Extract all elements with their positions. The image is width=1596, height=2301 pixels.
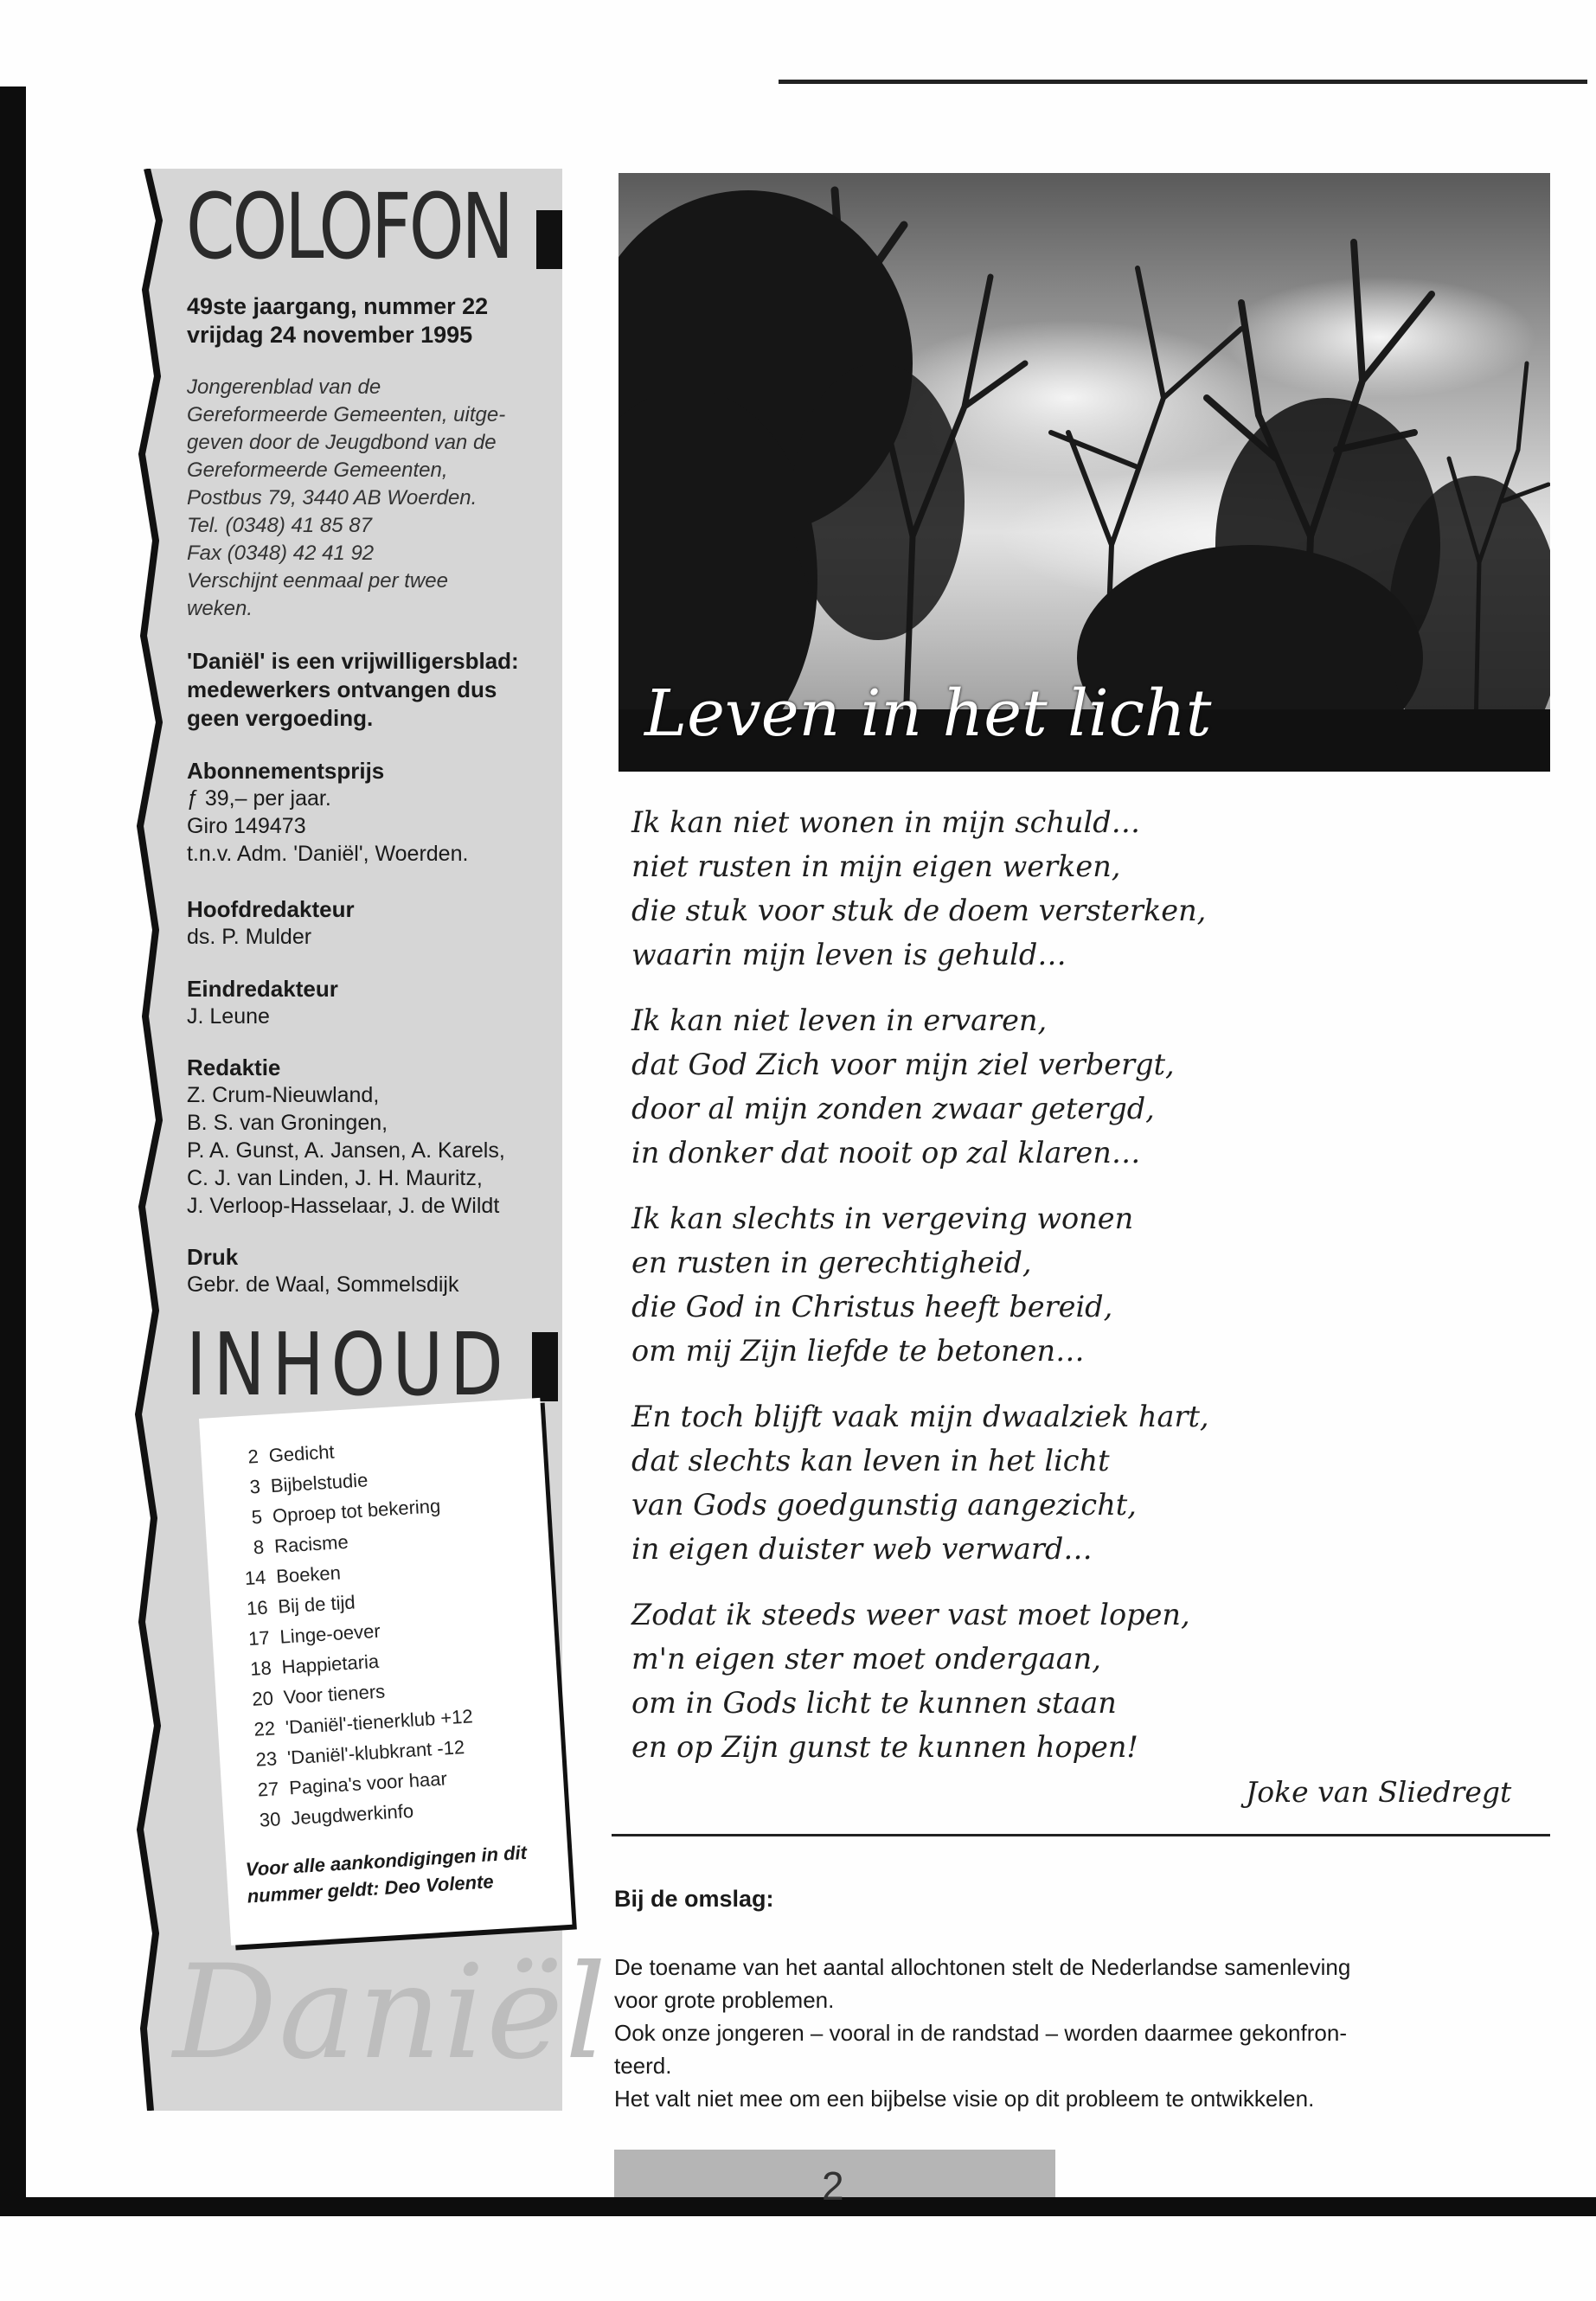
contents-page-number: 27 [257,1778,280,1801]
cover-photo [619,173,1550,772]
section-divider [612,1834,1550,1836]
subscription-heading: Abonnementsprijs [187,758,385,784]
deo-volente-note [245,1837,559,1910]
contents-item-label: Bij de tijd [277,1591,356,1618]
contents-block-mark [532,1332,558,1401]
contents-page-number: 18 [249,1657,272,1680]
intro-line: geven door de Jeugdbond van de [187,431,497,454]
poem-line: Zodat ik steeds weer vast moet lopen, [631,1598,1190,1631]
contents-title: INHOUD [186,1314,510,1415]
contents-item-label: Gedicht [267,1440,336,1467]
scan-border-bottom [0,2197,1596,2216]
cover-line: voor grote problemen. [614,1987,835,2013]
subscription-price: ƒ 39,– per jaar. [187,786,331,811]
page-number: 2 [822,2163,844,2208]
cover-line: teerd. [614,2053,672,2079]
issue-info [187,292,488,349]
intro-line: Postbus 79, 3440 AB Woerden. [187,486,478,510]
poem-line: dat God Zich voor mijn ziel verbergt, [631,1048,1175,1081]
volunteer-line: 'Daniël' is een vrijwilligersblad: [187,648,519,674]
contents-item-label: 'Daniël'-tienerklub +12 [285,1705,474,1739]
poem-line: Ik kan slechts in vergeving wonen [631,1202,1134,1235]
contents-list [221,1429,479,1836]
poem-line: niet rusten in mijn eigen werken, [631,849,1121,883]
poem-stanza [631,1196,1548,1373]
poem-line: m'n eigen ster moet ondergaan, [631,1642,1101,1676]
editor-in-chief-heading: Hoofdredakteur [187,896,355,922]
editorial-board-line: P. A. Gunst, A. Jansen, A. Karels, [187,1138,505,1163]
contents-page-number: 22 [253,1717,276,1740]
editorial-board-heading: Redaktie [187,1054,281,1080]
poem-line: om mij Zijn liefde te betonen… [631,1334,1085,1368]
contents-page-number: 3 [248,1475,261,1498]
contents-page-number: 8 [253,1535,265,1559]
intro-line: Verschijnt eenmaal per twee [187,569,448,593]
torn-edge-decoration [130,169,164,2111]
cover-line: De toename van het aantal allochtonen stelt de Nederlandse samenleving [614,1954,1351,1980]
contents-item-label: Jeugdwerkinfo [290,1799,414,1830]
poem-line: En toch blijft vaak mijn dwaalziek hart, [631,1400,1209,1433]
colofon-title: COLOFON [186,174,511,279]
publisher-info [187,374,550,623]
contents-item-label: Oproep tot bekering [272,1495,441,1527]
giro-number: Giro 149473 [187,814,306,838]
contents-page-number: 17 [247,1626,271,1650]
poem-line: om in Gods licht te kunnen staan [631,1686,1117,1720]
contents-page-number: 16 [246,1596,269,1620]
intro-line: weken. [187,597,253,620]
poem-stanza [631,1394,1548,1571]
contents-page-number: 5 [251,1505,263,1529]
volunteer-note [187,647,550,733]
editorial-board-line: Z. Crum-Nieuwland, [187,1083,380,1107]
cover-line: Het valt niet mee om een bijbelse visie op dit probleem te ontwikkelen. [614,2086,1315,2112]
final-editor-section [187,975,550,1030]
poem-line: Ik kan niet leven in ervaren, [631,1003,1048,1037]
top-rule [779,80,1587,84]
printer-section [187,1243,550,1298]
poem [631,800,1548,1791]
editorial-board-line: C. J. van Linden, J. H. Mauritz, [187,1166,483,1190]
subscription-section [187,757,550,868]
contents-item-label: Racisme [273,1530,349,1557]
contents-page-number: 2 [247,1445,260,1468]
poem-line: die God in Christus heeft bereid, [631,1290,1113,1324]
poem-line: in eigen duister web verward… [631,1532,1093,1566]
poem-title: Leven in het licht [644,676,1212,751]
cover-description [614,1951,1548,2115]
poem-stanza [631,998,1548,1175]
poem-line: en rusten in gerechtigheid, [631,1246,1032,1279]
editorial-board-section [187,1054,550,1220]
note-line: nummer geldt: Deo Volente [247,1870,495,1907]
poem-line: door al mijn zonden zwaar getergd, [631,1092,1155,1125]
editor-in-chief-section [187,895,550,951]
contents-item-label: 'Daniël'-klubkrant -12 [286,1735,465,1769]
poem-author: Joke van Sliedregt [1246,1775,1512,1809]
contents-page-number: 23 [254,1747,278,1771]
poem-line: waarin mijn leven is gehuld… [631,938,1067,971]
intro-line: Gereformeerde Gemeenten, uitge- [187,403,506,426]
printer-name: Gebr. de Waal, Sommelsdijk [187,1272,459,1297]
contents-item-label: Bijbelstudie [270,1469,369,1497]
note-line: Voor alle aankondigingen in dit [245,1841,528,1881]
poem-line: die stuk voor stuk de doem versterken, [631,894,1207,927]
contents-item-label: Pagina's voor haar [288,1767,448,1799]
final-editor-heading: Eindredakteur [187,976,338,1002]
poem-stanza [631,800,1548,977]
title-block-mark [536,210,562,269]
final-editor-name: J. Leune [187,1004,270,1029]
contents-item-label: Boeken [275,1561,342,1587]
poem-line: Ik kan niet wonen in mijn schuld… [631,805,1141,839]
volunteer-line: medewerkers ontvangen dus [187,676,497,702]
contents-card [199,1398,573,1945]
contents-page-number: 14 [244,1566,267,1590]
contents-page-number: 30 [259,1808,282,1831]
volunteer-line: geen vergoeding. [187,705,374,731]
contents-item-label: Linge-oever [279,1619,381,1648]
intro-line: Gereformeerde Gemeenten, [187,458,448,482]
poem-line: en op Zijn gunst te kunnen hopen! [631,1730,1138,1764]
daniel-logo: Daniël [173,1938,609,2088]
intro-line: Jongerenblad van de [187,375,381,399]
scan-border-left [0,87,26,2214]
issue-date: vrijdag 24 november 1995 [187,322,473,348]
subscription-account: t.n.v. Adm. 'Daniël', Woerden. [187,842,469,866]
poem-line: in donker dat nooit op zal klaren… [631,1136,1141,1170]
poem-stanza [631,1593,1548,1769]
editorial-board-line: B. S. van Groningen, [187,1111,388,1135]
cover-line: Ook onze jongeren – vooral in de randstad – worden daarmee gekonfron- [614,2020,1347,2046]
phone-number: Tel. (0348) 41 85 87 [187,514,372,537]
contents-page-number: 20 [251,1687,274,1710]
fax-number: Fax (0348) 42 41 92 [187,542,375,565]
printer-heading: Druk [187,1244,239,1270]
contents-item-label: Happietaria [280,1650,380,1678]
editorial-board-line: J. Verloop-Hasselaar, J. de Wildt [187,1194,500,1218]
issue-volume: 49ste jaargang, nummer 22 [187,293,489,319]
editor-in-chief-name: ds. P. Mulder [187,925,312,949]
poem-line: dat slechts kan leven in het licht [631,1444,1110,1477]
poem-line: van Gods goedgunstig aangezicht, [631,1488,1137,1522]
cover-heading: Bij de omslag: [614,1886,774,1912]
contents-item-label: Voor tieners [283,1680,386,1708]
